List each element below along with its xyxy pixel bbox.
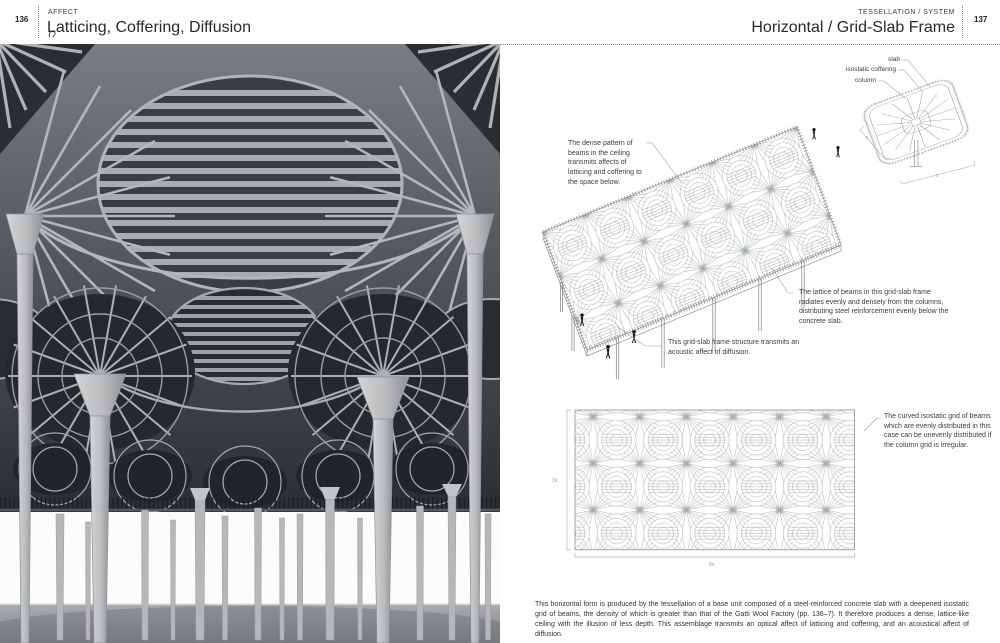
label-isostatic-coffering: isostatic coffering — [845, 66, 896, 73]
annotation-plan: The curved isostatic grid of beams which are evenly distributed in this case can be unevenly distributed if the column grid is irregular. — [884, 413, 992, 449]
right-page-title: Horizontal / Grid-Slab Frame — [751, 19, 955, 36]
unit-width-dim: x — [936, 173, 939, 179]
right-page-number: 137 — [974, 15, 988, 24]
left-page-title — [47, 19, 251, 46]
unit-depth-dim: x — [866, 135, 869, 141]
page-caption: This horizontal form is produced by the tessellation of a base unit composed of a steel-reinforced concrete slab with a deepened isostatic grid of beams, the density of which is greater than that of the Gatti Wool Factory (pp. 136–7). It therefore produces a dense, lattice-like ceiling with the illusion of less depth. This assemblage transmits an optical affect of latticing and coffering, and an acoustical affect of diffusion. — [535, 601, 969, 638]
label-column: column — [855, 77, 876, 84]
left-section-label: AFFECT — [48, 9, 79, 16]
acoustic-affect-icon — [48, 30, 252, 39]
label-slab: slab — [888, 56, 900, 63]
left-page-title-text: Latticing, Coffering, Diffusion — [47, 19, 251, 36]
annotation-acoustic: This grid-slab frame structure transmits an acoustic affect of diffusion. — [668, 339, 800, 356]
annotation-ceiling: The dense pattern of beams in the ceiling transmits affects of latticing and coffering to the space below. — [568, 140, 642, 186]
plan-width-dim: 6x — [709, 562, 715, 568]
left-header-divider — [38, 5, 39, 38]
plan-height-dim: 3x — [552, 478, 558, 484]
right-section-label: TESSELLATION / SYSTEM — [858, 9, 955, 16]
right-header-divider — [962, 5, 963, 38]
coffered-ceiling-photo — [0, 44, 500, 643]
plan-drawing — [552, 410, 881, 568]
base-unit-axon-drawing — [860, 60, 975, 184]
left-page-number: 136 — [15, 15, 29, 24]
annotation-lattice: The lattice of beams in this grid-slab frame radiates evenly and densely from the columns, distributing steel reinforcement evenly below the concrete slab. — [799, 289, 949, 325]
